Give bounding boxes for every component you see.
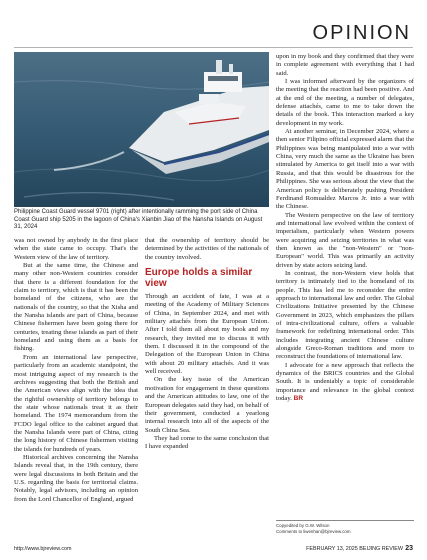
section-title: OPINION	[312, 22, 411, 44]
page-footer	[14, 546, 413, 556]
paragraph: Through an accident of fate, I was at a meeting of the Academy of Military Sciences of China, in September 2024, and met with military attachés from the European Union. After I told them all about my book and my research, they invited me to discuss it with them. I discussed it in the compound of the Delegation of the European Union in China with about 20 military attachés. And it was well received.	[145, 293, 269, 376]
paragraph: that the ownership of territory should be determined by the activities of the nationals of the country involved.	[145, 237, 269, 261]
page-header	[0, 0, 427, 50]
issue-info: FEBRUARY 13, 2025 BEIJING REVIEW	[306, 546, 403, 552]
column-2-intro	[145, 237, 269, 262]
ship-collision-photo	[14, 52, 269, 207]
section-subheading: Europe holds a similar view	[145, 267, 253, 289]
paragraph: In contrast, the non-Western view holds that territory is intimately tied to the homeland of its people. This has led me to reconsider the entire approach to international law and order. The Global Civilizations Initiative presented by the Chinese Government in 2023, which emphasizes the pillars of intra-civilizational culture, offers a valuable framework for redefining international order. This includes integrating ancient Chinese culture alongside Greco-Roman traditions and more to reconstruct the foundations of international law.	[276, 269, 414, 361]
article-column-2	[145, 237, 269, 452]
page-number: 23	[405, 545, 413, 552]
end-mark: BR	[291, 395, 304, 403]
paragraph: Historical archives concerning the Nansha Islands reveal that, in the 19th century, there were legal discussions in both Britain and the U.S. regarding the basis for territorial claims. Notably, legal advisors, including an opinion from the Lord Chancellor of England, argued	[14, 453, 138, 503]
comments-contact: Comments to liwenhan@bjreview.com	[276, 528, 351, 534]
header-rule	[14, 47, 413, 48]
paragraph: upon in my book and they confirmed that they were in complete agreement with everything that I had said.	[276, 53, 414, 77]
copyeditor-credit: Copyedited by G.W. Wilson	[276, 523, 330, 528]
article-column-3	[276, 53, 414, 403]
paragraph: I was informed afterward by the organizers of the meeting that the reaction had been positive. And at the end of the meeting, a number of delegates, defense attachés, came to me to take down the details of the book. This interaction marked a key development in my work.	[276, 78, 414, 127]
news-photo	[14, 52, 269, 207]
photo-caption: Philippine Coast Guard vessel 9701 (right) after intentionally ramming the port side of China Coast Guard ship 5205 in the lagoon of China's Xianbin Jiao of the Nansha Islands on August 31, 2024	[14, 209, 263, 231]
paragraph: was not owned by anybody in the first place when the state came to occupy. That's the Western view of the law of territory.	[14, 237, 138, 261]
paragraph: On the key issue of the American motivation for engagement in these questions and the American attitudes to law, one of the European delegates said they had, on behalf of their government, conducted a yearlong internal research into all of the aspects of the South China Sea.	[145, 376, 269, 434]
copyright-box	[276, 520, 414, 534]
paragraph: They had come to the same conclusion that I have expanded	[145, 434, 269, 451]
paragraph: The Western perspective on the law of territory and international law evolved within the context of imperialism, particularly when Western powers were acquiring and seizing territories in what was then known as the "non-Western" or "non-European" world. This was primarily an activity driven by state actors seizing land.	[276, 211, 414, 269]
paragraph: From an international law perspective, particularly from an academic standpoint, the most intriguing aspect of my research is the archives suggesting that both the British and the American views align with the idea that the rightful ownership of territory belongs to the state whose nationals treat it as their homeland. The 1974 memorandum from the FCDO legal office to the cabinet argued that the Nansha Islands were part of China, citing the long history of Chinese fishermen visiting the islands for hundreds of years.	[14, 353, 138, 453]
paragraph: I advocate for a new approach that reflects the dynamics of the BRICS countries and the Global South. It is undeniably a topic of considerable importance and relevance in the global context today. BR	[276, 361, 414, 403]
website-link[interactable]: http://www.bjreview.com	[14, 546, 72, 552]
paragraph: At another seminar, in December 2024, where a then senior Filipino official expressed alarm that the Philippines was being manipulated into a war with China, very much the same as the Ukraine has been stimulated by America to get itself into a war with Russia, and that this would be disastrous for the Philippines. She was serious about the view that the American policy is deliberately pushing President Ferdinand Romualdez Marcos Jr. into a war with the Chinese.	[276, 128, 414, 211]
column-2-body	[145, 293, 269, 452]
paragraph: But at the same time, the Chinese and many other non-Western countries consider that there is a different foundation for the claim to territory, which is that it has been the homeland of the citizens, who are the nationals of the country, so that the Xisha and the Nansha islands are part of China, because Chinese fishermen have been going there for centuries, treating these islands as part of their homeland and using them as a basis for fishing.	[14, 262, 138, 353]
article-column-1	[14, 237, 138, 504]
